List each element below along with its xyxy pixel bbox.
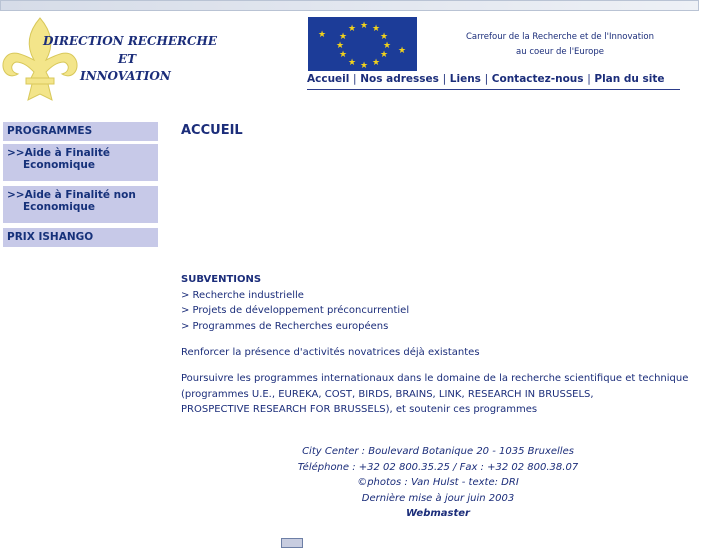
paragraph-line-2: (programmes U.E., EUREKA, COST, BIRDS, BRAINS, LINK, RESEARCH IN BRUSSELS, (181, 388, 594, 400)
top-bar (0, 0, 699, 11)
logo-line-2: ET (118, 52, 137, 66)
sidebar-item-aide-finalite-economique[interactable] (3, 144, 158, 181)
webmaster-link[interactable]: Webmaster (406, 508, 470, 519)
svg-text:★: ★ (380, 50, 389, 60)
logo-line-3: INNOVATION (80, 69, 171, 83)
dri-logo[interactable] (0, 14, 230, 104)
nav-separator: | (442, 73, 447, 85)
sidebar-item-label-line-1: >>Aide à Finalité (7, 147, 111, 159)
nav-plan-du-site[interactable]: Plan du site (594, 73, 665, 85)
fleur-de-lis-icon (0, 14, 80, 104)
footer-updated: Dernière mise à jour juin 2003 (361, 492, 515, 504)
nav-accueil[interactable]: Accueil (307, 73, 350, 85)
subventions-heading: SUBVENTIONS (181, 274, 262, 285)
sidebar-item-label-line-1: >>Aide à Finalité non (7, 189, 136, 201)
tagline-line-2: au coeur de l'Europe (516, 47, 604, 57)
nav-separator: | (587, 73, 591, 85)
svg-text:★: ★ (348, 58, 357, 68)
eu-flag-image (308, 17, 417, 71)
svg-text:★: ★ (372, 58, 381, 68)
sidebar-item-label-line-2: Economique (23, 159, 95, 171)
nav-liens[interactable]: Liens (449, 73, 481, 85)
paragraph-line-1: Poursuivre les programmes internationaux dans le domaine de la recherche scientifique et technique (181, 373, 689, 384)
sidebar-item-prix-ishango[interactable] (3, 228, 158, 247)
top-navigation (307, 73, 680, 90)
nav-separator: | (353, 73, 357, 85)
sidebar-item-programmes[interactable] (3, 122, 158, 141)
svg-text:★: ★ (380, 32, 389, 42)
svg-text:★: ★ (360, 61, 369, 71)
image-placeholder-icon (281, 538, 303, 548)
sidebar-item-label-line-2: Economique (23, 201, 95, 213)
paragraph-renforcer: Renforcer la présence d'activités novatrices déjà existantes (181, 347, 480, 358)
svg-text:★: ★ (383, 41, 392, 51)
sidebar-item-label: PROGRAMMES (7, 125, 93, 137)
footer-phone: Téléphone : +32 02 800.35.25 / Fax : +32 02 800.38.07 (297, 461, 579, 473)
footer (260, 444, 616, 522)
sidebar-item-label: PRIX ISHANGO (7, 231, 94, 243)
svg-text:★: ★ (360, 21, 369, 31)
sidebar-item-aide-finalite-non-economique[interactable] (3, 186, 158, 223)
svg-text:★: ★ (318, 30, 327, 40)
svg-text:★: ★ (339, 32, 348, 42)
svg-text:★: ★ (398, 46, 407, 56)
subventions-section (181, 272, 409, 334)
subventions-link-recherche-industrielle[interactable]: > Recherche industrielle (181, 289, 304, 301)
page-title: ACCUEIL (181, 123, 243, 138)
nav-nos-adresses[interactable]: Nos adresses (360, 73, 439, 85)
nav-separator: | (484, 73, 489, 85)
footer-address: City Center : Boulevard Botanique 20 - 1035 Bruxelles (302, 446, 574, 457)
subventions-link-projets-developpement[interactable]: > Projets de développement préconcurrentiel (181, 305, 410, 316)
logo-line-1: DIRECTION RECHERCHE (43, 34, 217, 48)
svg-text:★: ★ (339, 50, 348, 60)
svg-text:★: ★ (372, 24, 381, 34)
paragraph-line-3: PROSPECTIVE RESEARCH FOR BRUSSELS), et soutenir ces programmes (181, 404, 538, 415)
subventions-link-programmes-recherches[interactable]: > Programmes de Recherches européens (181, 320, 389, 332)
nav-contactez-nous[interactable]: Contactez-nous (491, 73, 584, 85)
paragraph-poursuivre (181, 371, 688, 418)
footer-credits: ©photos : Van Hulst - texte: DRI (357, 477, 519, 488)
svg-text:★: ★ (348, 24, 357, 34)
svg-text:★: ★ (336, 41, 345, 51)
tagline-line-1: Carrefour de la Recherche et de l'Innovation (465, 32, 655, 42)
tagline (440, 30, 680, 60)
